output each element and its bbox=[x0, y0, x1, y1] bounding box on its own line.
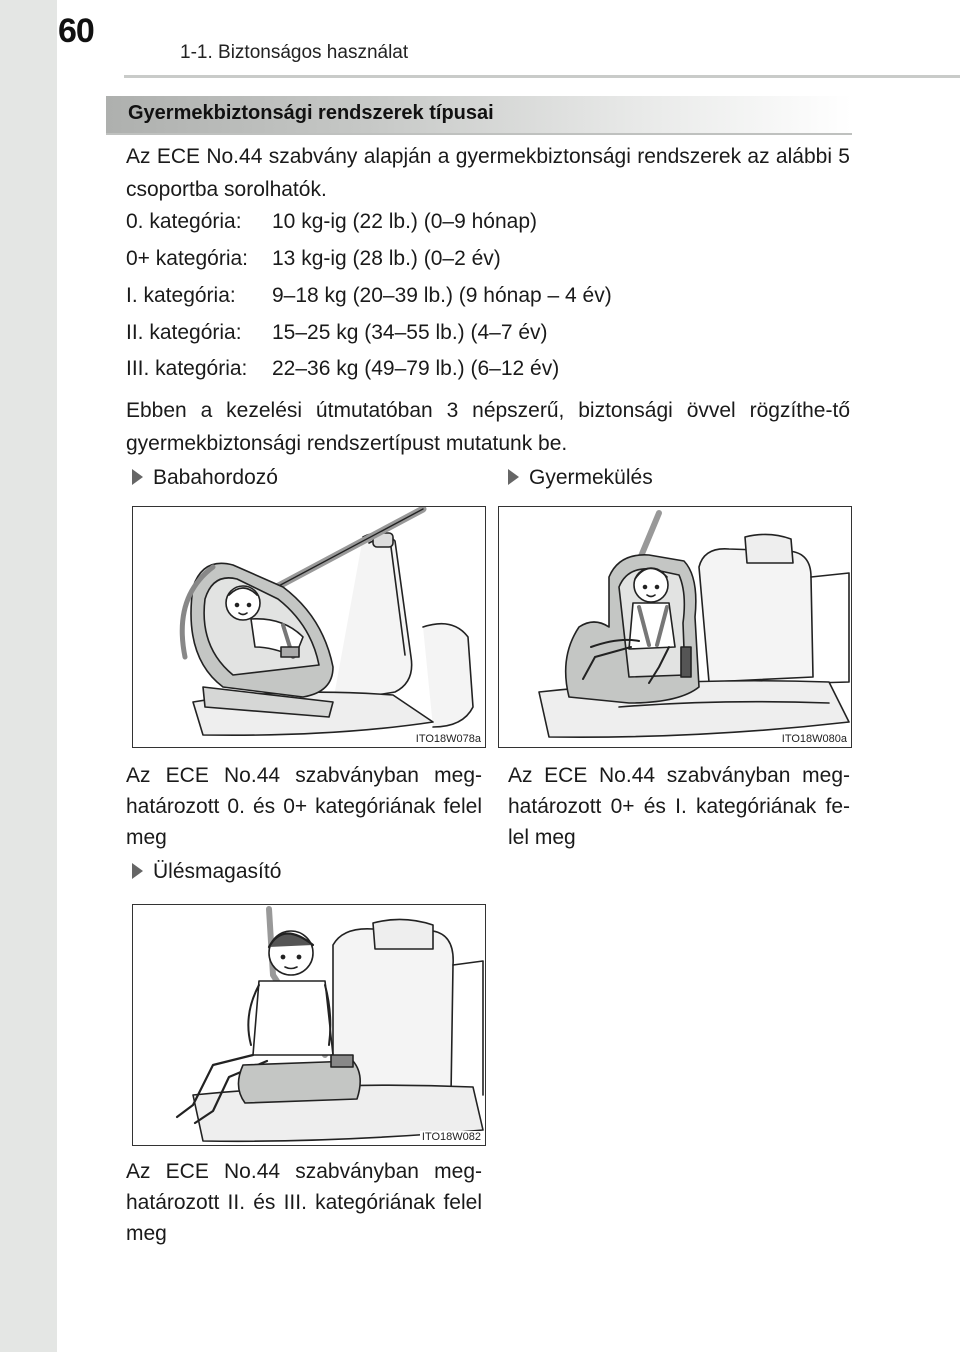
figure-code: ITO18W078a bbox=[415, 733, 481, 745]
subsection-title: Gyermekbiztonsági rendszerek típusai bbox=[128, 102, 494, 124]
category-label: 0+ kategória: bbox=[126, 247, 249, 270]
category-value: 15–25 kg (34–55 lb.) (4–7 év) bbox=[272, 321, 548, 344]
option-title: Ülésmagasító bbox=[153, 860, 282, 883]
child-seat-drawing bbox=[499, 507, 851, 747]
page-number: 60 bbox=[58, 12, 94, 50]
figure-code: ITO18W080a bbox=[781, 733, 847, 745]
option-heading-booster bbox=[132, 860, 281, 884]
infant-carrier-drawing bbox=[133, 507, 485, 747]
option-title: Babahordozó bbox=[153, 466, 278, 489]
triangle-right-icon bbox=[508, 469, 519, 485]
outro-paragraph: Ebben a kezelési útmutatóban 3 népszerű, biztonsági övvel rögzíthe-tő gyermekbiztonsági rendszertípust mutatunk be. bbox=[126, 399, 850, 455]
option-heading-infant-carrier bbox=[132, 466, 278, 490]
option-heading-child-seat bbox=[508, 466, 653, 490]
child-seat-illustration bbox=[498, 506, 852, 748]
infant-carrier-illustration bbox=[132, 506, 486, 748]
subsection-heading bbox=[106, 96, 852, 135]
category-label: 0. kategória: bbox=[126, 210, 242, 233]
category-value: 22–36 kg (49–79 lb.) (6–12 év) bbox=[272, 357, 560, 380]
option-title: Gyermekülés bbox=[529, 466, 653, 489]
triangle-right-icon bbox=[132, 863, 143, 879]
section-title: 1-1. Biztonságos használat bbox=[180, 42, 409, 63]
figure-code: ITO18W082 bbox=[421, 1131, 481, 1143]
header-divider bbox=[124, 75, 960, 78]
category-value: 13 kg-ig (28 lb.) (0–2 év) bbox=[272, 247, 501, 270]
category-value: 10 kg-ig (22 lb.) (0–9 hónap) bbox=[272, 210, 537, 233]
page-margin-bar bbox=[0, 0, 57, 1352]
intro-paragraph: Az ECE No.44 szabvány alapján a gyermekbiztonsági rendszerek az alábbi 5 csoportba sorolhatók. bbox=[126, 145, 850, 201]
category-label: III. kategória: bbox=[126, 357, 248, 380]
booster-seat-caption: Az ECE No.44 szabványban meg-határozott II. és III. kategóriának felel meg bbox=[126, 1160, 482, 1245]
triangle-right-icon bbox=[132, 469, 143, 485]
booster-seat-illustration bbox=[132, 904, 486, 1146]
booster-seat-drawing bbox=[133, 905, 485, 1145]
infant-carrier-caption: Az ECE No.44 szabványban meg-határozott 0. és 0+ kategóriának felel meg bbox=[126, 764, 482, 849]
category-label: I. kategória: bbox=[126, 284, 236, 307]
child-seat-caption: Az ECE No.44 szabványban meg-határozott 0+ és I. kategóriának fe-lel meg bbox=[508, 764, 850, 849]
category-value: 9–18 kg (20–39 lb.) (9 hónap – 4 év) bbox=[272, 284, 612, 307]
category-label: II. kategória: bbox=[126, 321, 242, 344]
